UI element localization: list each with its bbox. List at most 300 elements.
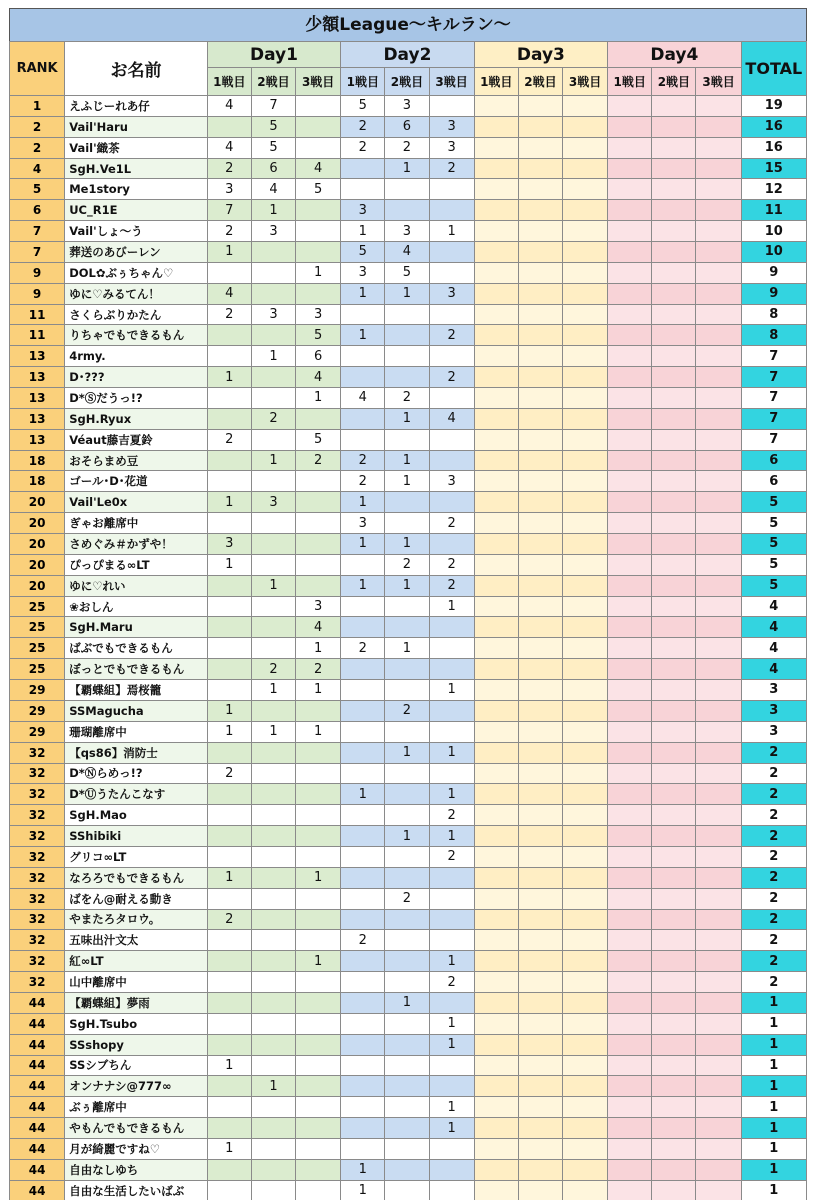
day3-score-cell (518, 617, 562, 638)
day4-score-cell (696, 1055, 741, 1076)
day4-score-cell (652, 513, 696, 534)
table-row (10, 116, 807, 137)
day3-score-cell (518, 1138, 562, 1159)
day4-score-cell (652, 784, 696, 805)
day4-score-cell (652, 492, 696, 513)
day4-score-cell (696, 951, 741, 972)
day3-score-cell (474, 408, 518, 429)
day1-score-cell: 1 (207, 721, 251, 742)
day1-score-cell (251, 367, 295, 388)
total-cell: 2 (741, 846, 806, 867)
total-cell: 11 (741, 200, 806, 221)
day1-score-cell (296, 1055, 341, 1076)
day4-score-cell (608, 116, 652, 137)
day2-score-cell (341, 1034, 385, 1055)
day2-score-cell: 1 (429, 1013, 474, 1034)
day3-score-cell (562, 972, 607, 993)
table-row (10, 805, 807, 826)
day1-score-cell: 1 (251, 346, 295, 367)
rank-cell: 13 (10, 408, 65, 429)
day3-score-cell (474, 951, 518, 972)
day4-score-cell (652, 554, 696, 575)
day3-score-cell (474, 930, 518, 951)
table-row (10, 846, 807, 867)
day4-score-cell (652, 638, 696, 659)
day4-score-cell (696, 1097, 741, 1118)
day3-score-cell (474, 596, 518, 617)
day1-score-cell: 6 (296, 346, 341, 367)
rank-cell: 44 (10, 1180, 65, 1200)
day4-score-cell (696, 1138, 741, 1159)
day3-score-cell (562, 805, 607, 826)
day2-score-cell: 1 (341, 784, 385, 805)
day3-score-cell (562, 221, 607, 242)
day1-score-cell (207, 888, 251, 909)
day4-score-cell (696, 972, 741, 993)
day3-score-cell (518, 450, 562, 471)
table-row (10, 680, 807, 701)
day4-score-cell (608, 554, 652, 575)
day1-score-cell: 1 (296, 638, 341, 659)
day1-score-cell (296, 242, 341, 263)
day4-score-cell (652, 826, 696, 847)
day2-score-cell: 2 (429, 513, 474, 534)
day2-score-cell (429, 1055, 474, 1076)
day2-score-cell (341, 596, 385, 617)
day2-score-cell (385, 930, 429, 951)
day3-score-cell (562, 137, 607, 158)
day4-match3-header: 3戦目 (696, 68, 741, 96)
day1-score-cell: 1 (296, 262, 341, 283)
day4-score-cell (696, 617, 741, 638)
day1-score-cell: 1 (207, 1138, 251, 1159)
day4-score-cell (696, 1159, 741, 1180)
rank-cell: 29 (10, 700, 65, 721)
day3-score-cell (562, 659, 607, 680)
total-cell: 2 (741, 742, 806, 763)
player-name-cell: おそらまめ豆 (65, 450, 208, 471)
table-row (10, 909, 807, 930)
day1-score-cell: 1 (251, 450, 295, 471)
day3-score-cell (518, 1180, 562, 1200)
day3-score-cell (474, 116, 518, 137)
player-name-cell: 月が綺麗ですね♡ (65, 1138, 208, 1159)
day4-score-cell (608, 179, 652, 200)
day4-score-cell (696, 846, 741, 867)
day3-score-cell (562, 367, 607, 388)
day2-score-cell: 5 (385, 262, 429, 283)
day2-score-cell (385, 909, 429, 930)
day4-score-cell (608, 1180, 652, 1200)
day1-score-cell (207, 846, 251, 867)
day4-score-cell (652, 617, 696, 638)
day2-score-cell: 4 (341, 388, 385, 409)
table-row (10, 534, 807, 555)
rank-cell: 32 (10, 805, 65, 826)
day2-score-cell (385, 1013, 429, 1034)
day4-score-cell (696, 325, 741, 346)
day3-score-cell (518, 221, 562, 242)
day1-score-cell (251, 1034, 295, 1055)
rank-cell: 11 (10, 304, 65, 325)
day4-score-cell (652, 450, 696, 471)
day3-score-cell (562, 846, 607, 867)
day3-score-cell (518, 659, 562, 680)
total-cell: 16 (741, 116, 806, 137)
day1-score-cell (251, 742, 295, 763)
day4-score-cell (652, 909, 696, 930)
day3-score-cell (562, 992, 607, 1013)
day3-score-cell (562, 513, 607, 534)
day1-score-cell: 2 (251, 659, 295, 680)
day3-score-cell (518, 1034, 562, 1055)
day1-score-cell: 3 (296, 596, 341, 617)
day3-score-cell (474, 534, 518, 555)
day3-score-cell (474, 784, 518, 805)
day1-score-cell (207, 1076, 251, 1097)
rank-cell: 25 (10, 617, 65, 638)
total-cell: 3 (741, 680, 806, 701)
day1-score-cell: 1 (251, 1076, 295, 1097)
day4-match2-header: 2戦目 (652, 68, 696, 96)
day1-score-cell (251, 325, 295, 346)
day1-score-cell: 3 (207, 534, 251, 555)
day3-score-cell (562, 596, 607, 617)
day2-score-cell (385, 492, 429, 513)
day3-score-cell (474, 846, 518, 867)
day4-score-cell (608, 1159, 652, 1180)
day1-score-cell: 1 (251, 721, 295, 742)
day3-score-cell (474, 325, 518, 346)
day3-score-cell (562, 1159, 607, 1180)
day3-score-cell (474, 659, 518, 680)
rank-cell: 9 (10, 283, 65, 304)
day2-match3-header: 3戦目 (429, 68, 474, 96)
day4-score-cell (696, 96, 741, 117)
day3-score-cell (474, 179, 518, 200)
table-row (10, 784, 807, 805)
total-cell: 5 (741, 575, 806, 596)
total-cell: 1 (741, 1180, 806, 1200)
table-row (10, 388, 807, 409)
day4-score-cell (652, 158, 696, 179)
day4-score-cell (608, 429, 652, 450)
total-cell: 1 (741, 1138, 806, 1159)
day3-score-cell (518, 763, 562, 784)
player-name-cell: ゆに♡みるてん！ (65, 283, 208, 304)
table-row (10, 1097, 807, 1118)
day3-score-cell (562, 1138, 607, 1159)
day4-score-cell (696, 554, 741, 575)
day1-score-cell (207, 116, 251, 137)
table-row (10, 700, 807, 721)
day1-score-cell: 4 (296, 158, 341, 179)
day2-score-cell (385, 784, 429, 805)
day1-score-cell (251, 1013, 295, 1034)
player-name-cell: えふじーれあ仔 (65, 96, 208, 117)
day4-score-cell (652, 888, 696, 909)
day1-score-cell (296, 700, 341, 721)
day2-score-cell (429, 909, 474, 930)
day1-score-cell (251, 826, 295, 847)
day2-score-cell: 1 (385, 471, 429, 492)
player-name-cell: りちゃでもできるもん (65, 325, 208, 346)
day3-score-cell (562, 408, 607, 429)
table-row (10, 1138, 807, 1159)
rank-cell: 18 (10, 471, 65, 492)
day4-score-cell (696, 1180, 741, 1200)
day4-score-cell (696, 221, 741, 242)
day4-score-cell (608, 200, 652, 221)
day4-score-cell (608, 742, 652, 763)
day1-score-cell: 2 (207, 909, 251, 930)
player-name-cell: SShibiki (65, 826, 208, 847)
rank-cell: 32 (10, 763, 65, 784)
day2-match2-header: 2戦目 (385, 68, 429, 96)
day1-score-cell (251, 700, 295, 721)
player-name-cell: 葬送のあびーレン (65, 242, 208, 263)
day3-score-cell (562, 888, 607, 909)
name-header: お名前 (65, 42, 208, 96)
table-row (10, 200, 807, 221)
day1-score-cell (251, 638, 295, 659)
day1-score-cell: 1 (251, 680, 295, 701)
day1-score-cell (296, 534, 341, 555)
day1-score-cell (207, 596, 251, 617)
day2-score-cell (385, 867, 429, 888)
day1-score-cell (296, 1097, 341, 1118)
day1-score-cell (296, 909, 341, 930)
day1-score-cell (296, 408, 341, 429)
day4-score-cell (608, 408, 652, 429)
total-cell: 1 (741, 1159, 806, 1180)
rank-cell: 20 (10, 575, 65, 596)
day1-score-cell (296, 763, 341, 784)
day3-score-cell (562, 1097, 607, 1118)
day4-score-cell (652, 200, 696, 221)
day3-score-cell (474, 304, 518, 325)
day1-score-cell (251, 388, 295, 409)
rank-cell: 29 (10, 721, 65, 742)
day1-score-cell (207, 262, 251, 283)
day1-score-cell (207, 930, 251, 951)
total-cell: 2 (741, 784, 806, 805)
day3-score-cell (518, 930, 562, 951)
day4-score-cell (696, 158, 741, 179)
player-name-cell: ばをん@耐える動き (65, 888, 208, 909)
day1-score-cell (296, 1138, 341, 1159)
day3-score-cell (518, 867, 562, 888)
day4-score-cell (608, 471, 652, 492)
day2-score-cell (429, 1076, 474, 1097)
day1-score-cell: 3 (207, 179, 251, 200)
table-row (10, 158, 807, 179)
day2-score-cell: 2 (341, 137, 385, 158)
total-cell: 10 (741, 221, 806, 242)
player-name-cell: D*Ⓝらめっ!? (65, 763, 208, 784)
day1-score-cell (251, 617, 295, 638)
day1-score-cell: 4 (207, 137, 251, 158)
day2-score-cell: 1 (429, 742, 474, 763)
day2-score-cell: 1 (385, 992, 429, 1013)
day3-score-cell (474, 805, 518, 826)
player-name-cell: SSシブちん (65, 1055, 208, 1076)
day2-score-cell: 2 (341, 471, 385, 492)
table-row (10, 951, 807, 972)
day1-score-cell: 2 (207, 304, 251, 325)
day1-score-cell: 4 (296, 367, 341, 388)
day4-score-cell (696, 242, 741, 263)
day2-score-cell (341, 179, 385, 200)
day3-score-cell (518, 242, 562, 263)
table-row (10, 346, 807, 367)
day3-score-cell (474, 1034, 518, 1055)
day4-score-cell (696, 909, 741, 930)
player-name-cell: さくらぶりかたん (65, 304, 208, 325)
day3-score-cell (562, 680, 607, 701)
day2-score-cell (385, 951, 429, 972)
day1-score-cell (296, 930, 341, 951)
day2-score-cell: 4 (429, 408, 474, 429)
table-row (10, 179, 807, 200)
day4-score-cell (652, 805, 696, 826)
total-cell: 2 (741, 930, 806, 951)
day3-score-cell (474, 617, 518, 638)
day3-score-cell (518, 429, 562, 450)
rank-cell: 32 (10, 784, 65, 805)
day4-score-cell (652, 534, 696, 555)
day2-score-cell: 1 (385, 826, 429, 847)
total-cell: 7 (741, 429, 806, 450)
day1-score-cell (251, 805, 295, 826)
day4-score-cell (696, 638, 741, 659)
day1-score-cell (207, 513, 251, 534)
day4-score-cell (652, 304, 696, 325)
day1-score-cell (296, 888, 341, 909)
day2-score-cell (385, 179, 429, 200)
day4-score-cell (696, 680, 741, 701)
rank-cell: 44 (10, 1013, 65, 1034)
day4-score-cell (608, 1118, 652, 1139)
day2-score-cell: 1 (429, 596, 474, 617)
day3-score-cell (562, 429, 607, 450)
day4-score-cell (608, 388, 652, 409)
day2-score-cell (385, 1138, 429, 1159)
table-row (10, 888, 807, 909)
day3-score-cell (518, 1076, 562, 1097)
day2-score-cell: 3 (429, 137, 474, 158)
day2-score-cell: 2 (429, 367, 474, 388)
day2-score-cell: 2 (341, 638, 385, 659)
day4-score-cell (652, 179, 696, 200)
day2-score-cell (429, 992, 474, 1013)
day3-score-cell (518, 116, 562, 137)
day2-score-cell: 3 (429, 116, 474, 137)
day2-score-cell (429, 492, 474, 513)
day1-score-cell (296, 137, 341, 158)
day3-score-cell (562, 450, 607, 471)
day3-score-cell (518, 408, 562, 429)
day4-score-cell (696, 513, 741, 534)
rank-cell: 44 (10, 1097, 65, 1118)
rank-cell: 1 (10, 96, 65, 117)
table-row (10, 638, 807, 659)
day2-score-cell: 2 (385, 700, 429, 721)
rank-header: RANK (10, 42, 65, 96)
day4-score-cell (696, 262, 741, 283)
day4-score-cell (652, 1013, 696, 1034)
player-name-cell: やまたろタロウ。 (65, 909, 208, 930)
day4-score-cell (608, 1055, 652, 1076)
table-row (10, 1055, 807, 1076)
total-cell: 4 (741, 617, 806, 638)
rank-cell: 29 (10, 680, 65, 701)
day2-score-cell (429, 867, 474, 888)
day2-score-cell: 1 (341, 575, 385, 596)
total-cell: 1 (741, 1076, 806, 1097)
day4-score-cell (608, 721, 652, 742)
day2-score-cell (341, 304, 385, 325)
rank-cell: 44 (10, 1034, 65, 1055)
total-cell: 2 (741, 951, 806, 972)
rank-cell: 13 (10, 346, 65, 367)
day3-score-cell (562, 638, 607, 659)
day1-score-cell: 5 (251, 116, 295, 137)
day2-score-cell: 2 (341, 116, 385, 137)
day3-score-cell (518, 721, 562, 742)
day4-score-cell (652, 972, 696, 993)
day2-score-cell (341, 763, 385, 784)
day3-score-cell (474, 763, 518, 784)
player-name-cell: SSshopy (65, 1034, 208, 1055)
day4-score-cell (652, 471, 696, 492)
day4-score-cell (696, 700, 741, 721)
day4-score-cell (652, 930, 696, 951)
total-cell: 5 (741, 492, 806, 513)
day2-score-cell (385, 1034, 429, 1055)
day4-score-cell (696, 805, 741, 826)
day3-score-cell (562, 471, 607, 492)
day1-score-cell (251, 930, 295, 951)
day2-score-cell (341, 826, 385, 847)
day2-score-cell (429, 659, 474, 680)
day1-score-cell (207, 1013, 251, 1034)
day2-score-cell: 1 (429, 221, 474, 242)
day4-score-cell (652, 700, 696, 721)
rank-cell: 7 (10, 242, 65, 263)
day3-score-cell (562, 388, 607, 409)
day4-score-cell (696, 179, 741, 200)
day2-score-cell (385, 1097, 429, 1118)
day3-score-cell (474, 388, 518, 409)
total-cell: 2 (741, 888, 806, 909)
day4-score-cell (696, 721, 741, 742)
total-cell: 3 (741, 700, 806, 721)
day3-score-cell (474, 1159, 518, 1180)
day3-score-cell (518, 992, 562, 1013)
day1-score-cell (296, 200, 341, 221)
day1-score-cell (296, 221, 341, 242)
day3-score-cell (562, 1055, 607, 1076)
rank-cell: 9 (10, 262, 65, 283)
day3-header: Day3 (474, 42, 607, 68)
day4-score-cell (696, 1034, 741, 1055)
day1-score-cell (207, 951, 251, 972)
day3-score-cell (518, 471, 562, 492)
day1-score-cell: 7 (251, 96, 295, 117)
day2-score-cell (385, 596, 429, 617)
day4-score-cell (652, 283, 696, 304)
